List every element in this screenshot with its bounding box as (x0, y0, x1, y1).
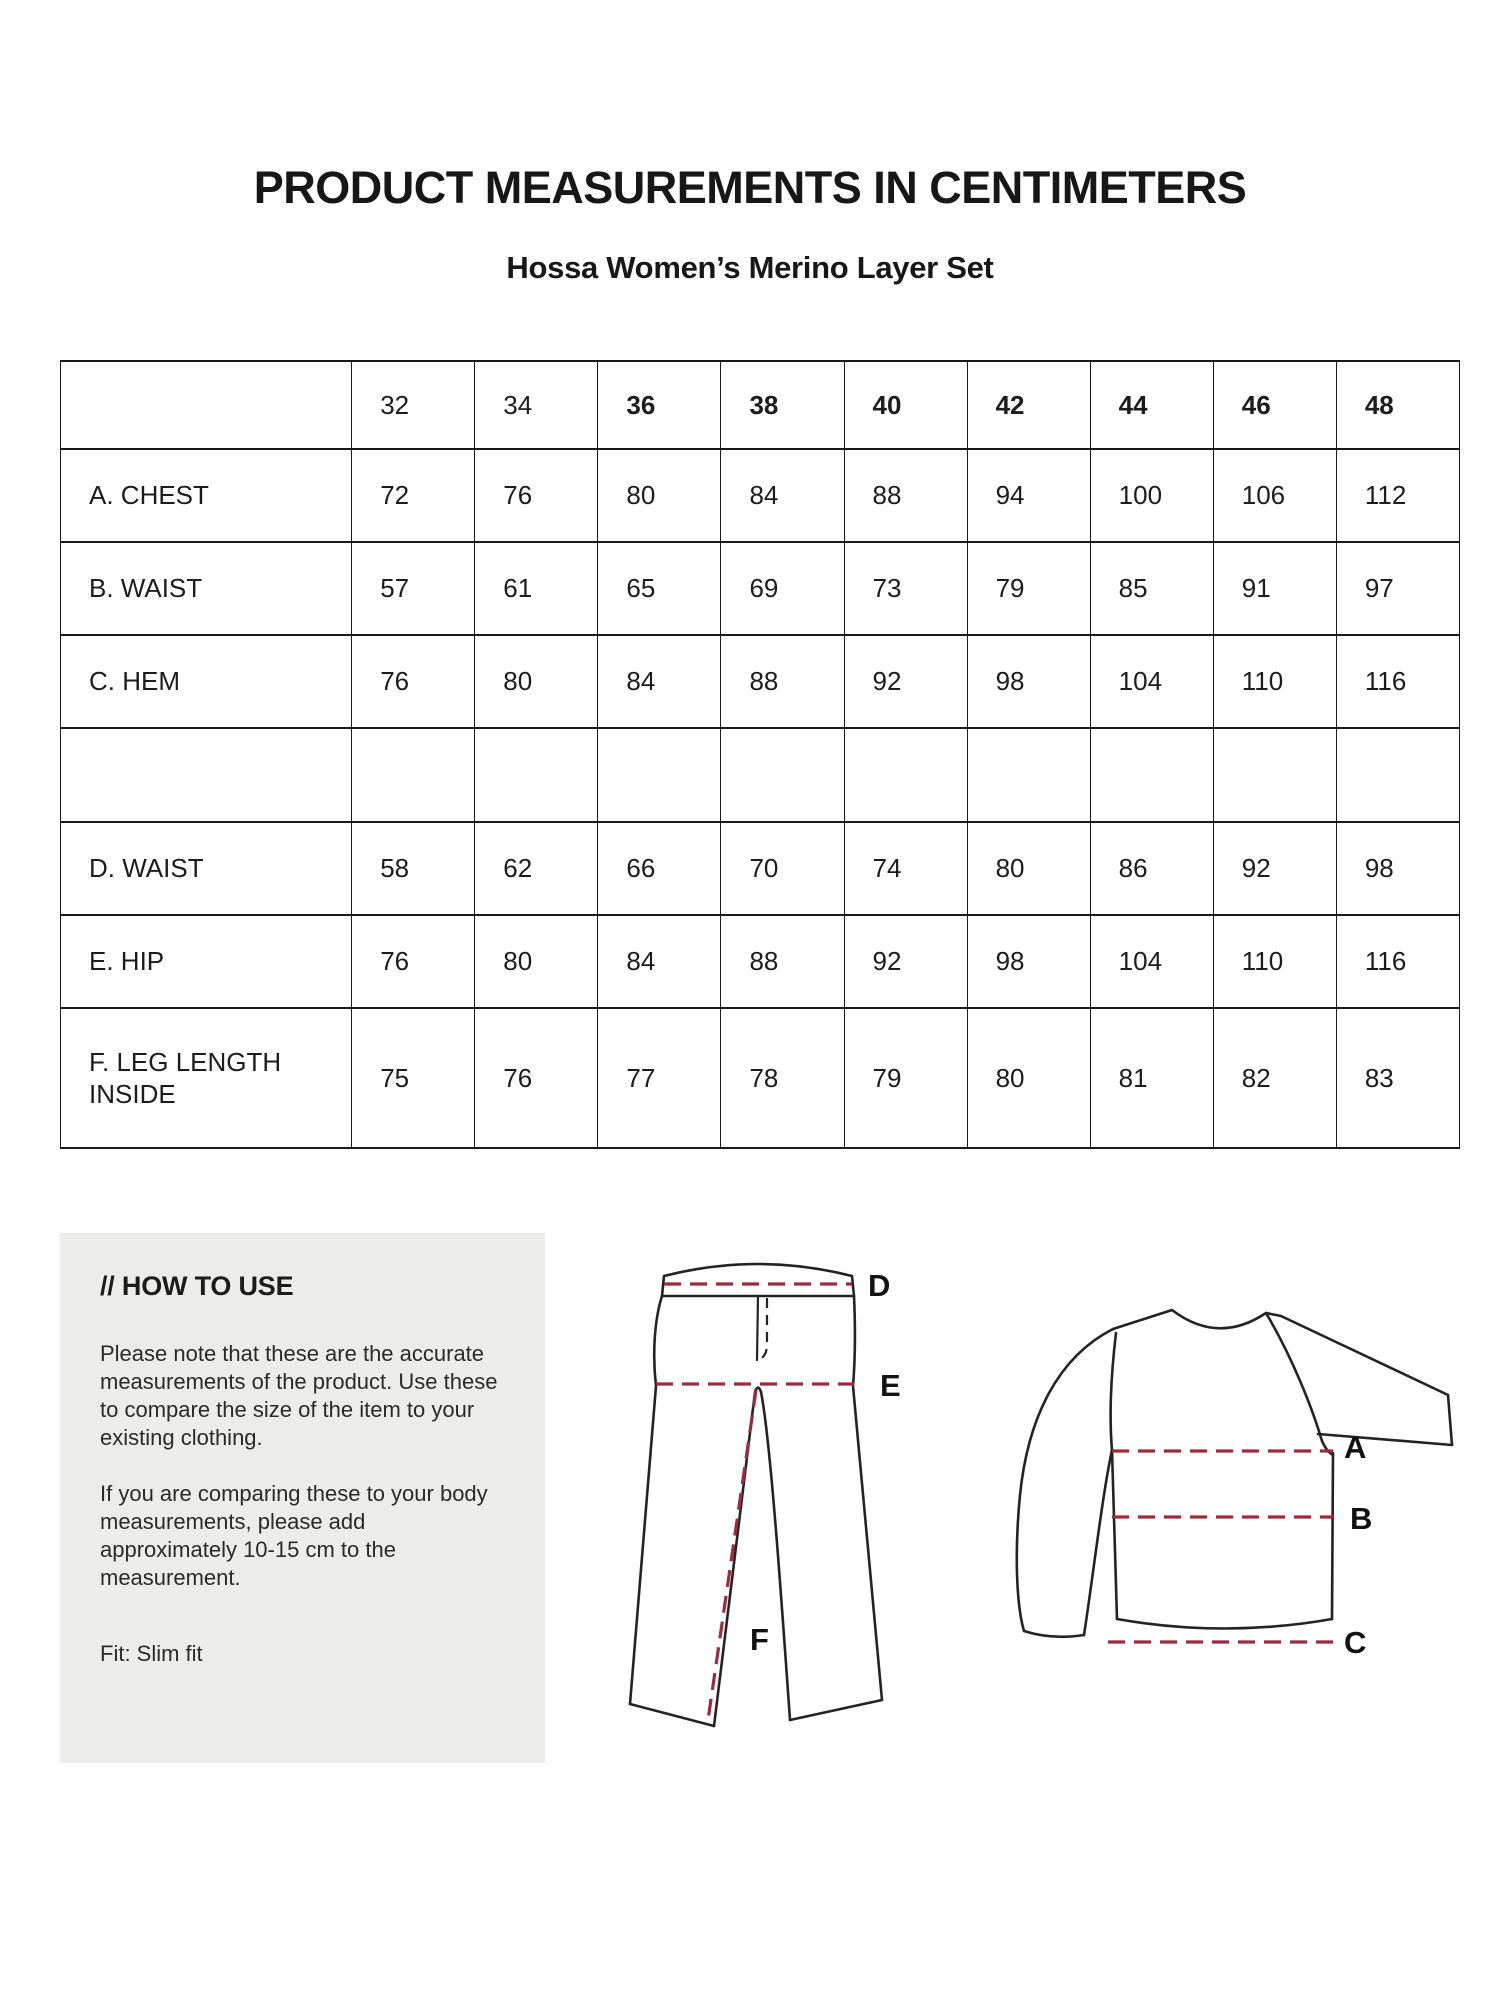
pants-left-hem (630, 1704, 714, 1726)
row-label-cell: D. WAIST (61, 822, 352, 915)
top-right-cuff (1448, 1395, 1452, 1445)
value-cell: 98 (967, 915, 1090, 1008)
value-cell: 66 (598, 822, 721, 915)
row-label-cell: F. LEG LENGTH INSIDE (61, 1008, 352, 1148)
value-cell: 84 (721, 449, 844, 542)
value-cell: 85 (1090, 542, 1213, 635)
value-cell (967, 728, 1090, 822)
top-hem-label: C (1344, 1625, 1367, 1660)
measurement-row (61, 1008, 1460, 1148)
row-label-cell (61, 728, 352, 822)
value-cell: 112 (1336, 449, 1459, 542)
value-cell: 79 (844, 1008, 967, 1148)
top-left-cuff (1024, 1631, 1084, 1637)
row-label-cell: E. HIP (61, 915, 352, 1008)
measurement-row (61, 822, 1460, 915)
value-cell: 88 (844, 449, 967, 542)
value-cell: 94 (967, 449, 1090, 542)
value-cell: 92 (844, 915, 967, 1008)
value-cell: 98 (1336, 822, 1459, 915)
pants-inseam-label: F (750, 1622, 769, 1657)
pants-diagram (618, 1258, 898, 1728)
measurement-row (61, 915, 1460, 1008)
size-header-cell: 44 (1090, 361, 1213, 449)
size-header-row (61, 361, 1460, 449)
top-left-side (1112, 1450, 1117, 1619)
value-cell: 70 (721, 822, 844, 915)
value-cell: 98 (967, 635, 1090, 728)
pants-left-outer-seam (630, 1296, 662, 1704)
pants-right-hem (790, 1700, 882, 1720)
product-name: Hossa Women’s Merino Layer Set (506, 250, 994, 285)
value-cell (1090, 728, 1213, 822)
top-left-sleeve-outer (1017, 1329, 1113, 1631)
measurement-row (61, 449, 1460, 542)
value-cell: 82 (1213, 1008, 1336, 1148)
value-cell: 77 (598, 1008, 721, 1148)
spacer-row (61, 728, 1460, 822)
value-cell: 72 (352, 449, 475, 542)
top-right-side (1332, 1453, 1333, 1619)
size-header-cell: 32 (352, 361, 475, 449)
row-label-cell: B. WAIST (61, 542, 352, 635)
value-cell: 106 (1213, 449, 1336, 542)
top-right-sleeve-top (1281, 1316, 1448, 1395)
size-header-cell: 46 (1213, 361, 1336, 449)
value-cell: 86 (1090, 822, 1213, 915)
value-cell: 74 (844, 822, 967, 915)
value-cell: 80 (475, 635, 598, 728)
top-neckline (1113, 1310, 1281, 1329)
value-cell: 92 (1213, 822, 1336, 915)
how-to-use-paragraph-1: Please note that these are the accurate measurements of the product. Use these to compare the size of the item to your existing clothing. (100, 1341, 498, 1450)
value-cell: 78 (721, 1008, 844, 1148)
size-header-cell: 48 (1336, 361, 1459, 449)
value-cell (721, 728, 844, 822)
top-left-sleeve-inner (1084, 1450, 1112, 1635)
pants-hip-label: E (880, 1368, 901, 1403)
how-to-use-paragraph-2: If you are comparing these to your body measurements, please add approximately 10-15 cm to the measurement. (100, 1481, 488, 1590)
value-cell: 88 (721, 635, 844, 728)
value-cell: 116 (1336, 635, 1459, 728)
value-cell: 80 (967, 1008, 1090, 1148)
value-cell (598, 728, 721, 822)
value-cell (1213, 728, 1336, 822)
size-header-cell: 36 (598, 361, 721, 449)
value-cell: 62 (475, 822, 598, 915)
value-cell: 61 (475, 542, 598, 635)
how-to-use-heading: // HOW TO USE (100, 1271, 294, 1301)
value-cell (1336, 728, 1459, 822)
size-header-cell: 38 (721, 361, 844, 449)
pants-right-inner-seam (761, 1392, 790, 1720)
value-cell: 80 (475, 915, 598, 1008)
size-header-cell: 34 (475, 361, 598, 449)
fit-note: Fit: Slim fit (100, 1641, 203, 1666)
top-hem (1117, 1619, 1332, 1629)
value-cell: 88 (721, 915, 844, 1008)
value-cell: 110 (1213, 635, 1336, 728)
value-cell: 84 (598, 635, 721, 728)
value-cell: 57 (352, 542, 475, 635)
value-cell (844, 728, 967, 822)
value-cell: 83 (1336, 1008, 1459, 1148)
pants-waistband-outline (662, 1264, 854, 1296)
value-cell: 76 (475, 1008, 598, 1148)
value-cell: 76 (352, 915, 475, 1008)
value-cell: 84 (598, 915, 721, 1008)
pants-right-outer-seam (853, 1296, 882, 1700)
value-cell: 81 (1090, 1008, 1213, 1148)
value-cell: 76 (352, 635, 475, 728)
value-cell: 116 (1336, 915, 1459, 1008)
pants-drawing (618, 1258, 898, 1728)
value-cell: 91 (1213, 542, 1336, 635)
value-cell: 92 (844, 635, 967, 728)
value-cell: 73 (844, 542, 967, 635)
value-cell: 65 (598, 542, 721, 635)
row-label-cell: A. CHEST (61, 449, 352, 542)
value-cell: 97 (1336, 542, 1459, 635)
top-waist-label: B (1350, 1501, 1373, 1536)
how-to-use-panel (60, 1233, 545, 1763)
size-header-cell: 40 (844, 361, 967, 449)
value-cell: 79 (967, 542, 1090, 635)
value-cell: 75 (352, 1008, 475, 1148)
value-cell: 76 (475, 449, 598, 542)
value-cell: 58 (352, 822, 475, 915)
value-cell (352, 728, 475, 822)
value-cell: 110 (1213, 915, 1336, 1008)
size-header-cell: 42 (967, 361, 1090, 449)
top-right-sleeve-underside (1318, 1434, 1452, 1445)
page-title: PRODUCT MEASUREMENTS IN CENTIMETERS (253, 162, 1247, 213)
value-cell: 100 (1090, 449, 1213, 542)
value-cell: 104 (1090, 635, 1213, 728)
top-left-armhole (1111, 1333, 1116, 1450)
value-cell (475, 728, 598, 822)
top-chest-label: A (1344, 1430, 1367, 1465)
measurement-row (61, 542, 1460, 635)
value-cell: 80 (967, 822, 1090, 915)
pants-waistband-label: D (868, 1268, 891, 1303)
table-corner-cell (61, 361, 352, 449)
measurements-table (60, 360, 1460, 1149)
row-label-cell: C. HEM (61, 635, 352, 728)
measurement-row (61, 635, 1460, 728)
value-cell: 69 (721, 542, 844, 635)
top-diagram (1000, 1295, 1455, 1695)
pants-fly-seam (757, 1296, 758, 1360)
value-cell: 80 (598, 449, 721, 542)
top-drawing (1000, 1295, 1455, 1695)
value-cell: 104 (1090, 915, 1213, 1008)
